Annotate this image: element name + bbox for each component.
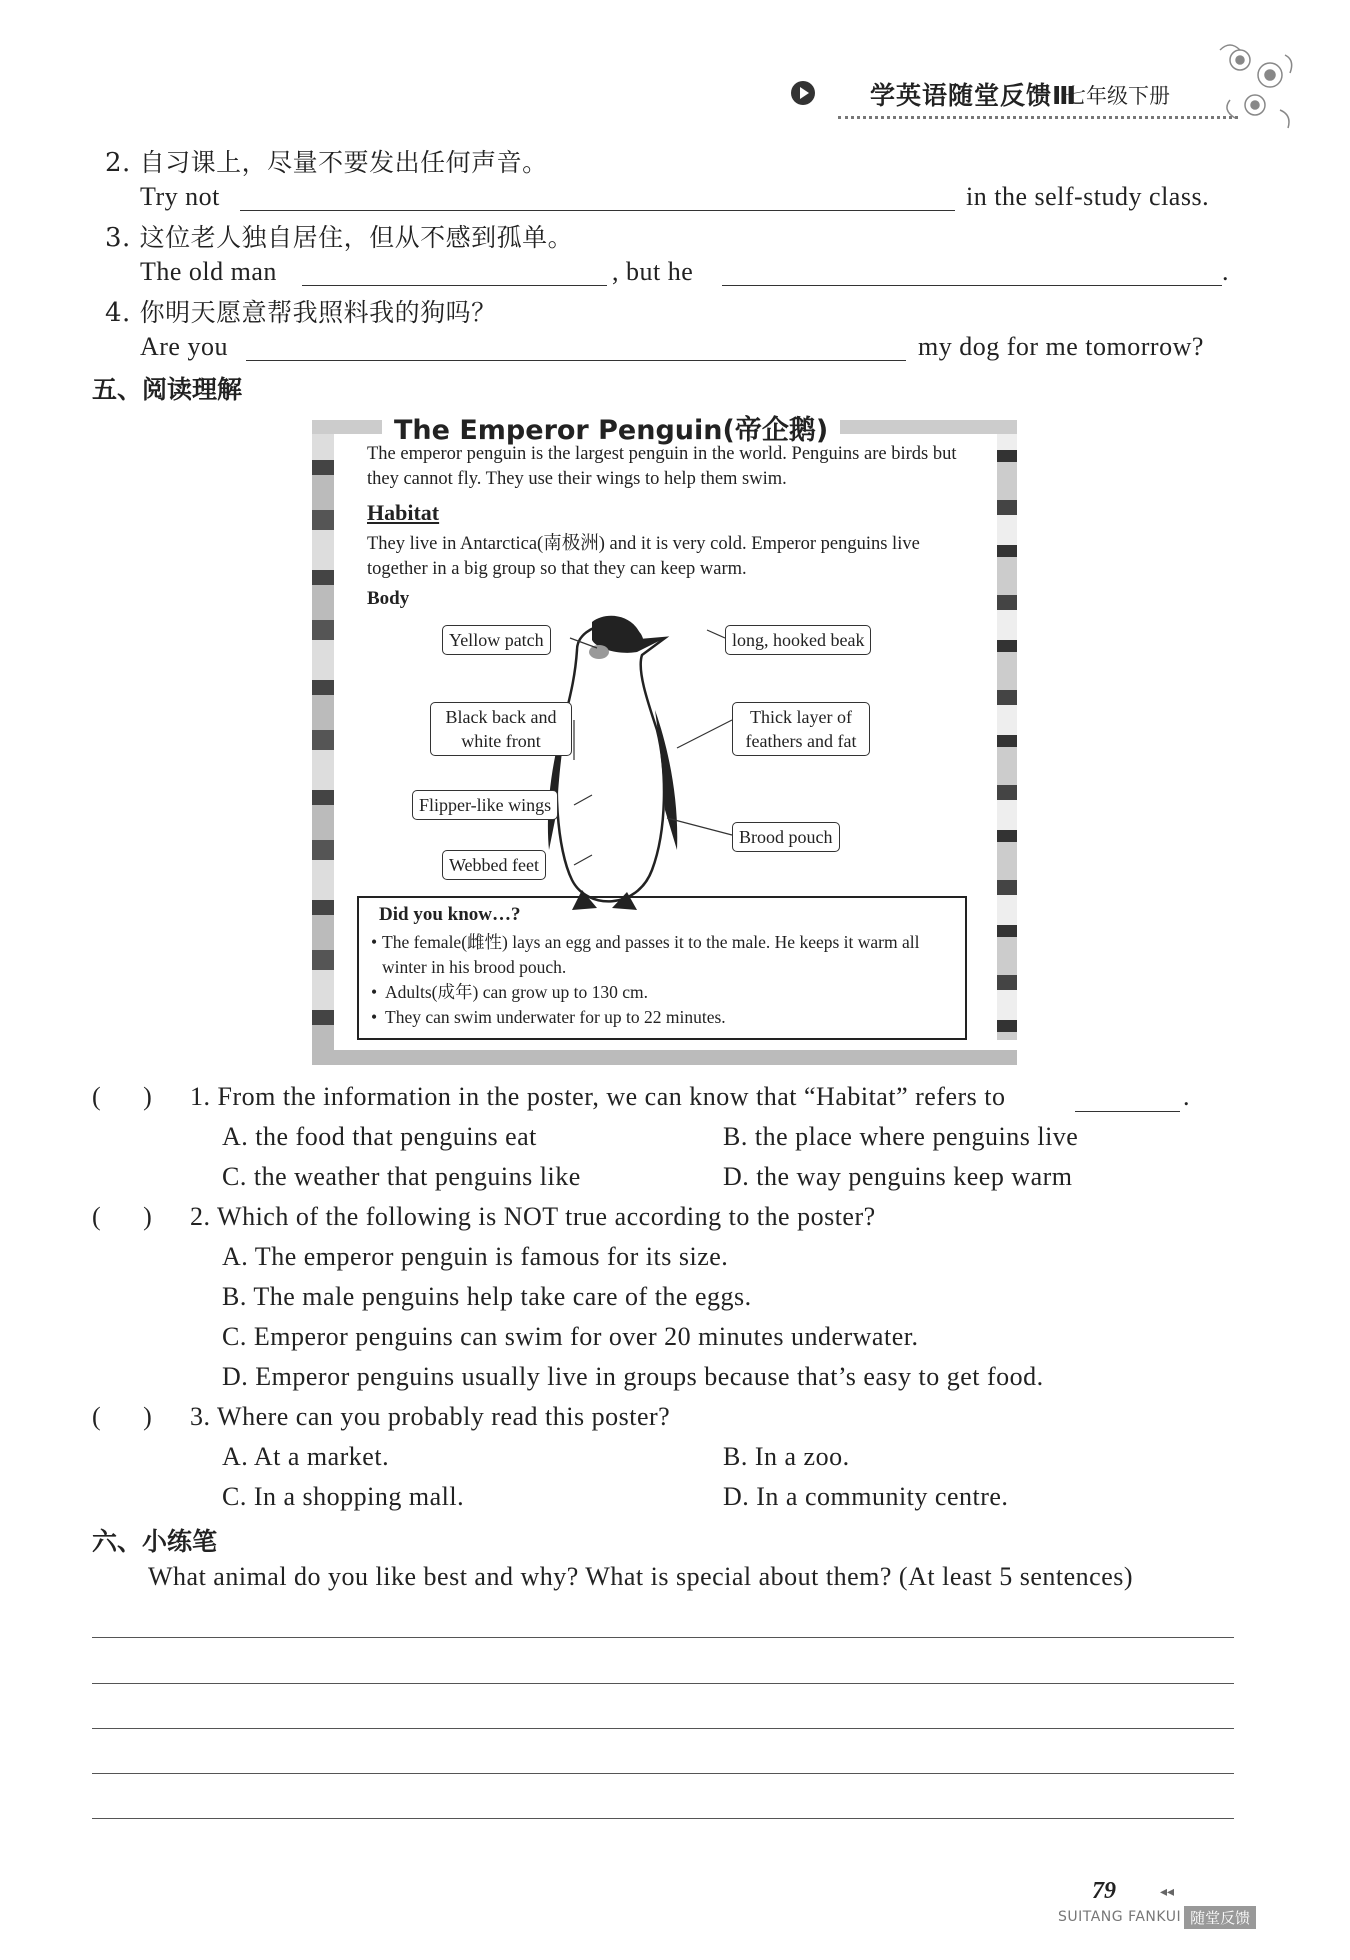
writing-line[interactable]: [92, 1773, 1234, 1774]
question-stem: From the information in the poster, we can know that “Habitat” refers to: [217, 1082, 1006, 1111]
label-line-2: white front: [461, 731, 541, 751]
fact-text: The female(雌性) lays an egg and passes it to the male. He keeps it warm all winter in his brood pouch.: [382, 932, 920, 977]
header: [780, 70, 1240, 130]
label-line-1: Thick layer of: [750, 707, 852, 727]
answer-blank[interactable]: [1075, 1085, 1180, 1112]
chinese-sentence: 自习课上，尽量不要发出任何声音。: [139, 148, 548, 177]
question-number: 1.: [190, 1082, 211, 1111]
option-c[interactable]: C. In a shopping mall.: [222, 1482, 465, 1511]
answer-blank[interactable]: [246, 334, 906, 361]
double-arrow-icon: ◂◂: [1160, 1884, 1175, 1900]
chinese-sentence: 这位老人独自居住，但从不感到孤单。: [139, 223, 574, 252]
flower-decoration-icon: [1200, 30, 1310, 140]
fact-text: Adults(成年) can grow up to 130 cm.: [385, 982, 648, 1002]
section-6-title: 六、小练笔: [92, 1527, 218, 1556]
label-pouch: Brood pouch: [732, 822, 840, 852]
label-feet: Webbed feet: [442, 850, 546, 880]
answer-blank[interactable]: [302, 259, 607, 286]
option-b[interactable]: B. In a zoo.: [723, 1442, 850, 1471]
item-number: 3.: [105, 223, 131, 253]
header-dotted-rule: [838, 116, 1238, 119]
chinese-sentence: 你明天愿意帮我照料我的狗吗？: [139, 298, 497, 327]
english-end: my dog for me tomorrow?: [918, 332, 1204, 361]
fact-item: [371, 930, 953, 980]
brand-en: SUITANG FANKUI: [1058, 1909, 1182, 1925]
writing-line[interactable]: [92, 1818, 1234, 1819]
question-stem: Where can you probably read this poster?: [217, 1402, 671, 1431]
english-mid: , but he: [612, 257, 694, 286]
question-stem: Which of the following is NOT true according to the poster?: [217, 1202, 876, 1231]
option-c[interactable]: C. the weather that penguins like: [222, 1162, 581, 1191]
bullet-icon: •: [371, 932, 378, 952]
label-wings: Flipper-like wings: [412, 790, 558, 820]
question-number: 2.: [190, 1202, 211, 1231]
bullet-icon: •: [371, 982, 378, 1002]
habitat-text: They live in Antarctica(南极洲) and it is very cold. Emperor penguins live together in a big group so that they can keep warm.: [367, 534, 920, 579]
option-a[interactable]: A. At a market.: [222, 1442, 390, 1471]
period-text: .: [1183, 1082, 1190, 1111]
english-end: .: [1222, 257, 1229, 286]
option-d[interactable]: D. Emperor penguins usually live in groups because that’s easy to get food.: [222, 1362, 1044, 1391]
writing-line[interactable]: [92, 1683, 1234, 1684]
label-yellow-patch: Yellow patch: [442, 625, 551, 655]
footer-brand: [1058, 1906, 1256, 1928]
english-end: in the self-study class.: [966, 182, 1210, 211]
answer-blank[interactable]: [240, 184, 955, 211]
option-a[interactable]: A. the food that penguins eat: [222, 1122, 537, 1151]
item-number: 4.: [105, 298, 131, 328]
option-d[interactable]: D. In a community centre.: [723, 1482, 1009, 1511]
bullet-icon: •: [371, 1007, 378, 1027]
habitat-heading: Habitat: [367, 500, 440, 525]
english-start: Try not: [140, 182, 220, 211]
writing-line[interactable]: [92, 1728, 1234, 1729]
option-d[interactable]: D. the way penguins keep warm: [723, 1162, 1073, 1191]
page-number: 79: [1092, 1878, 1116, 1904]
writing-prompt: What animal do you like best and why? What is special about them? (At least 5 sentences): [148, 1562, 1134, 1591]
poster-intro: The emperor penguin is the largest penguin in the world. Penguins are birds but they cannot fly. They use their wings to help them swim.: [367, 444, 957, 489]
option-b[interactable]: B. the place where penguins live: [723, 1122, 1079, 1151]
play-icon: [790, 80, 816, 106]
fact-text: They can swim underwater for up to 22 minutes.: [385, 1007, 726, 1027]
english-start: The old man: [140, 257, 277, 286]
section-5-title: 五、阅读理解: [92, 375, 243, 404]
did-you-know-box: [357, 896, 967, 1040]
poster: [312, 415, 1017, 1065]
answer-bracket[interactable]: ( ): [92, 1082, 153, 1111]
answer-blank[interactable]: [722, 259, 1222, 286]
question-number: 3.: [190, 1402, 211, 1431]
fact-item: [371, 1005, 953, 1030]
grade-label: 七年级下册: [1065, 84, 1170, 108]
poster-title: The Emperor Penguin(帝企鹅): [382, 408, 840, 447]
option-c[interactable]: C. Emperor penguins can swim for over 20 minutes underwater.: [222, 1322, 919, 1351]
answer-bracket[interactable]: ( ): [92, 1402, 153, 1431]
label-beak: long, hooked beak: [725, 625, 871, 655]
book-title: 学英语随堂反馈Ⅲ: [870, 81, 1077, 110]
option-b[interactable]: B. The male penguins help take care of the eggs.: [222, 1282, 752, 1311]
brand-cn: 随堂反馈: [1184, 1906, 1256, 1929]
option-a[interactable]: A. The emperor penguin is famous for its size.: [222, 1242, 729, 1271]
label-line-1: Black back and: [445, 707, 557, 727]
item-number: 2.: [105, 148, 131, 178]
fact-item: [371, 980, 953, 1005]
writing-line[interactable]: [92, 1637, 1234, 1638]
english-start: Are you: [140, 332, 228, 361]
answer-bracket[interactable]: ( ): [92, 1202, 153, 1231]
body-heading: Body: [367, 588, 410, 609]
label-line-2: feathers and fat: [745, 731, 857, 751]
did-you-know-heading: Did you know…?: [379, 904, 521, 925]
